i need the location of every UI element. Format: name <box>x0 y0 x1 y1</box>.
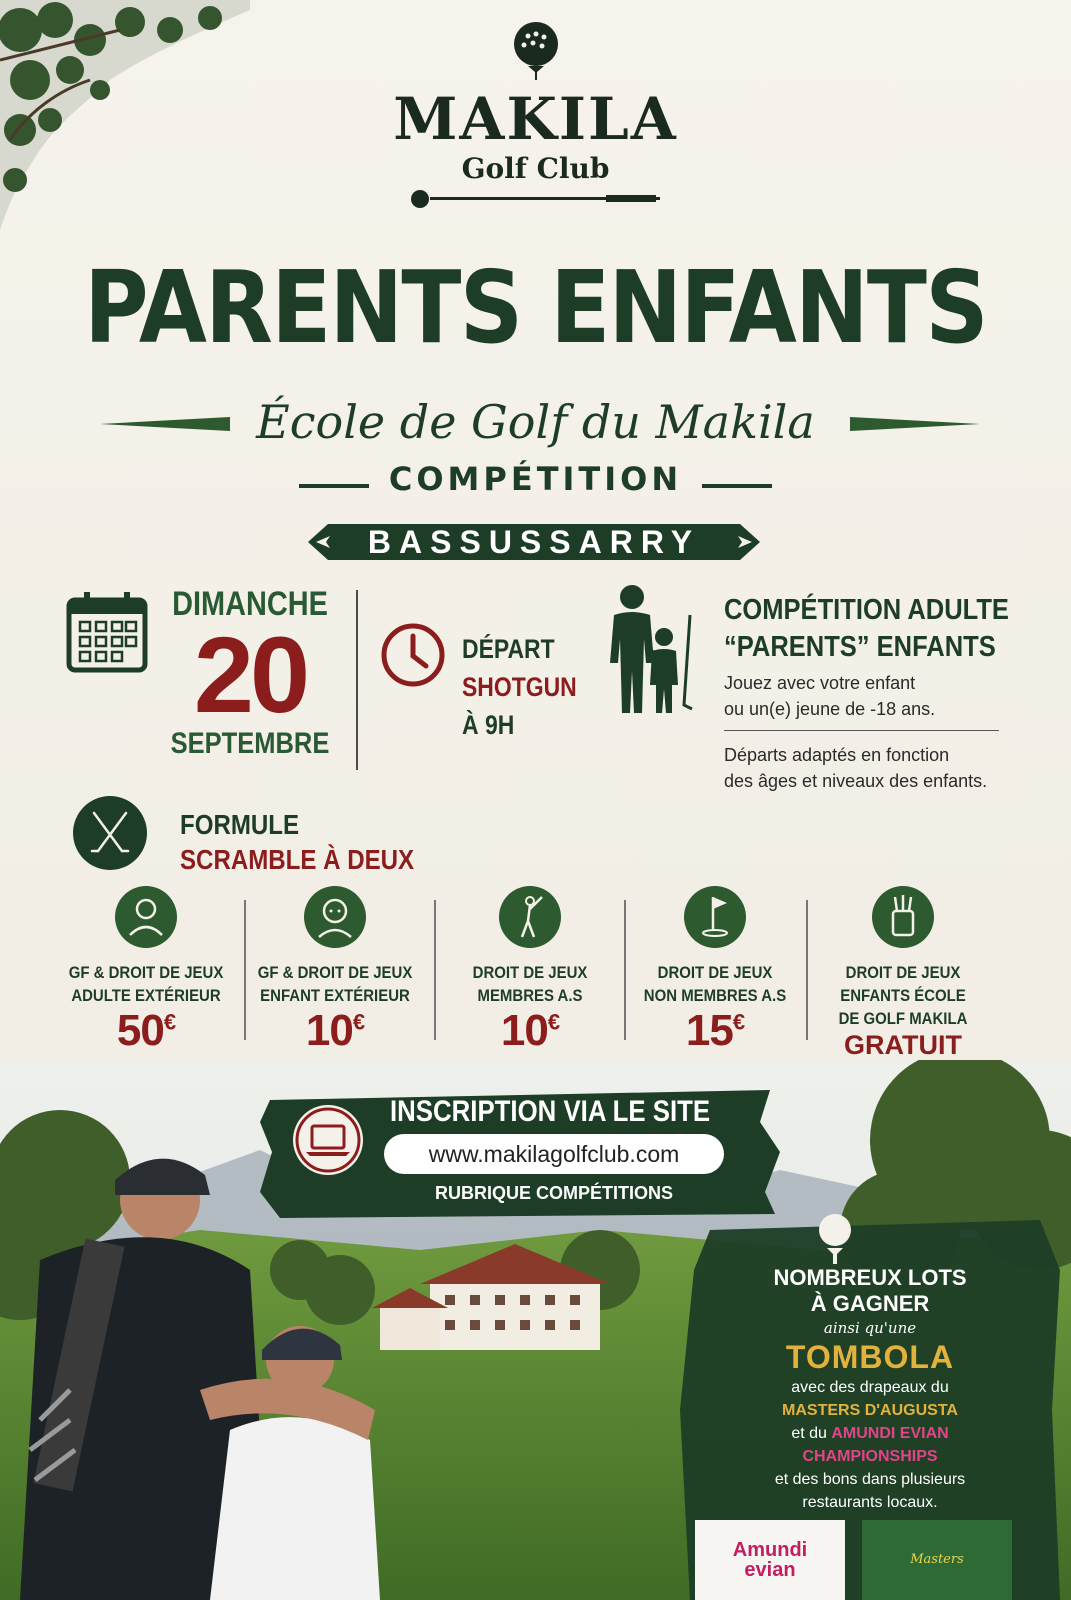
adult-note <box>724 742 987 794</box>
prizes-text <box>690 1265 1050 1514</box>
golf-bag-icon <box>871 885 935 949</box>
price-label-line: MEMBRES A.S <box>477 986 583 1005</box>
prizes-line5: avec des drapeaux du <box>791 1379 949 1396</box>
price-label-line: DE GOLF MAKILA <box>838 1009 968 1028</box>
departure-time: À 9H <box>462 710 515 740</box>
event-date <box>150 585 350 761</box>
adult-text-line1: Jouez avec votre enfant <box>724 673 916 693</box>
price-free: GRATUIT <box>844 1030 962 1060</box>
price-amount: 10 <box>305 1006 353 1055</box>
golfer-icon <box>498 885 562 949</box>
prizes-line7 <box>690 1422 1050 1445</box>
main-title: PARENTS ENFANTS <box>84 249 987 366</box>
golf-ball-icon <box>506 20 566 80</box>
crossed-clubs-icon <box>72 795 148 871</box>
championships-label: CHAMPIONSHIPS <box>802 1448 938 1465</box>
price-amount: 10 <box>500 1006 548 1055</box>
inscription-section: RUBRIQUE COMPÉTITIONS <box>434 1183 673 1203</box>
evian-flag-text <box>695 1540 845 1580</box>
departure-type: SHOTGUN <box>462 672 577 702</box>
price-label-line: DROIT DE JEUX <box>657 963 773 982</box>
adult-text-line3: Départs adaptés en fonction <box>724 745 950 765</box>
divider <box>702 484 772 488</box>
adult-title-line1: COMPÉTITION ADULTE <box>724 594 1009 626</box>
date-day: 20 <box>193 614 307 735</box>
currency: € <box>732 1009 745 1035</box>
adult-competition-title <box>724 592 1009 666</box>
location-text: BASSUSSARRY <box>367 524 701 560</box>
masters-flag-text: Masters <box>910 1552 964 1567</box>
golf-ball-tee-icon <box>815 1212 855 1264</box>
adult-text-line2: ou un(e) jeune de -18 ans. <box>724 699 936 719</box>
prizes-line2: À GAGNER <box>810 1291 930 1316</box>
masters-flag <box>862 1520 1012 1600</box>
golf-club-icon <box>406 187 666 211</box>
club-subtitle: Golf Club <box>461 152 610 185</box>
location-banner <box>308 520 760 564</box>
price-label-line: ADULTE EXTÉRIEUR <box>71 986 221 1005</box>
price-column <box>808 885 998 1060</box>
format-label: FORMULE <box>180 809 300 840</box>
price-label-line: DROIT DE JEUX <box>845 963 961 982</box>
price-label-line: ENFANTS ÉCOLE <box>840 986 966 1005</box>
evian-flag-line: Amundi <box>732 1539 808 1561</box>
club-logo <box>0 20 1071 211</box>
divider <box>299 484 369 488</box>
flag-hole-icon <box>683 885 747 949</box>
price-amount: 50 <box>116 1006 164 1055</box>
date-month: SEPTEMBRE <box>170 726 330 760</box>
competition-heading <box>0 460 1071 498</box>
currency: € <box>547 1009 560 1035</box>
subtitle-row <box>0 395 1071 451</box>
price-value <box>435 1007 625 1055</box>
parent-child-icon <box>606 585 702 713</box>
prizes-text-part: et du <box>791 1425 832 1442</box>
masters-label: MASTERS D'AUGUSTA <box>782 1402 958 1419</box>
prizes-line9: et des bons dans plusieurs <box>774 1471 966 1488</box>
divider <box>356 590 358 770</box>
prizes-line10: restaurants locaux. <box>802 1494 938 1511</box>
price-label <box>62 961 229 1007</box>
adult-title-line2: “PARENTS” ENFANTS <box>724 631 996 663</box>
prizes-line1: NOMBREUX LOTS <box>773 1265 967 1290</box>
price-column <box>51 885 241 1055</box>
club-name: MAKILA <box>393 85 678 153</box>
price-label-line: ENFANT EXTÉRIEUR <box>260 986 410 1005</box>
website-link[interactable]: www.makilagolfclub.com <box>384 1134 724 1174</box>
brush-stroke-right <box>850 417 980 431</box>
evian-flag <box>695 1520 845 1600</box>
adult-text-line4: des âges et niveaux des enfants. <box>724 771 988 791</box>
tombola-label: TOMBOLA <box>785 1339 955 1375</box>
currency: € <box>163 1009 176 1035</box>
calendar-icon <box>66 590 148 674</box>
price-amount: 15 <box>685 1006 733 1055</box>
price-label-line: DROIT DE JEUX <box>472 963 588 982</box>
price-value <box>51 1007 241 1055</box>
price-column <box>620 885 810 1055</box>
adult-description <box>724 670 935 722</box>
date-day-of-week: DIMANCHE <box>172 585 328 623</box>
price-column <box>240 885 430 1055</box>
format-info <box>180 807 414 877</box>
format-type: SCRAMBLE À DEUX <box>180 844 415 875</box>
price-label <box>819 961 986 1030</box>
competition-label: COMPÉTITION <box>388 460 683 498</box>
prizes-line3: ainsi qu'une <box>823 1319 917 1337</box>
price-label-line: NON MEMBRES A.S <box>643 986 787 1005</box>
price-label <box>631 961 798 1007</box>
evian-label: AMUNDI EVIAN <box>831 1425 949 1442</box>
child-icon <box>303 885 367 949</box>
clock-icon <box>380 622 446 688</box>
departure-info <box>462 630 577 744</box>
price-column <box>435 885 625 1055</box>
currency: € <box>352 1009 365 1035</box>
price-value <box>620 1007 810 1055</box>
price-label <box>251 961 418 1007</box>
price-label-line: GF & DROIT DE JEUX <box>257 963 413 982</box>
evian-flag-line: evian <box>744 1559 796 1581</box>
departure-label: DÉPART <box>462 634 555 664</box>
price-value <box>240 1007 430 1055</box>
price-label-line: GF & DROIT DE JEUX <box>68 963 224 982</box>
price-label <box>446 961 613 1007</box>
adult-icon <box>114 885 178 949</box>
laptop-icon <box>292 1104 364 1176</box>
subtitle: École de Golf du Makila <box>256 395 815 449</box>
divider <box>724 730 999 731</box>
inscription-title: INSCRIPTION VIA LE SITE <box>390 1095 711 1128</box>
